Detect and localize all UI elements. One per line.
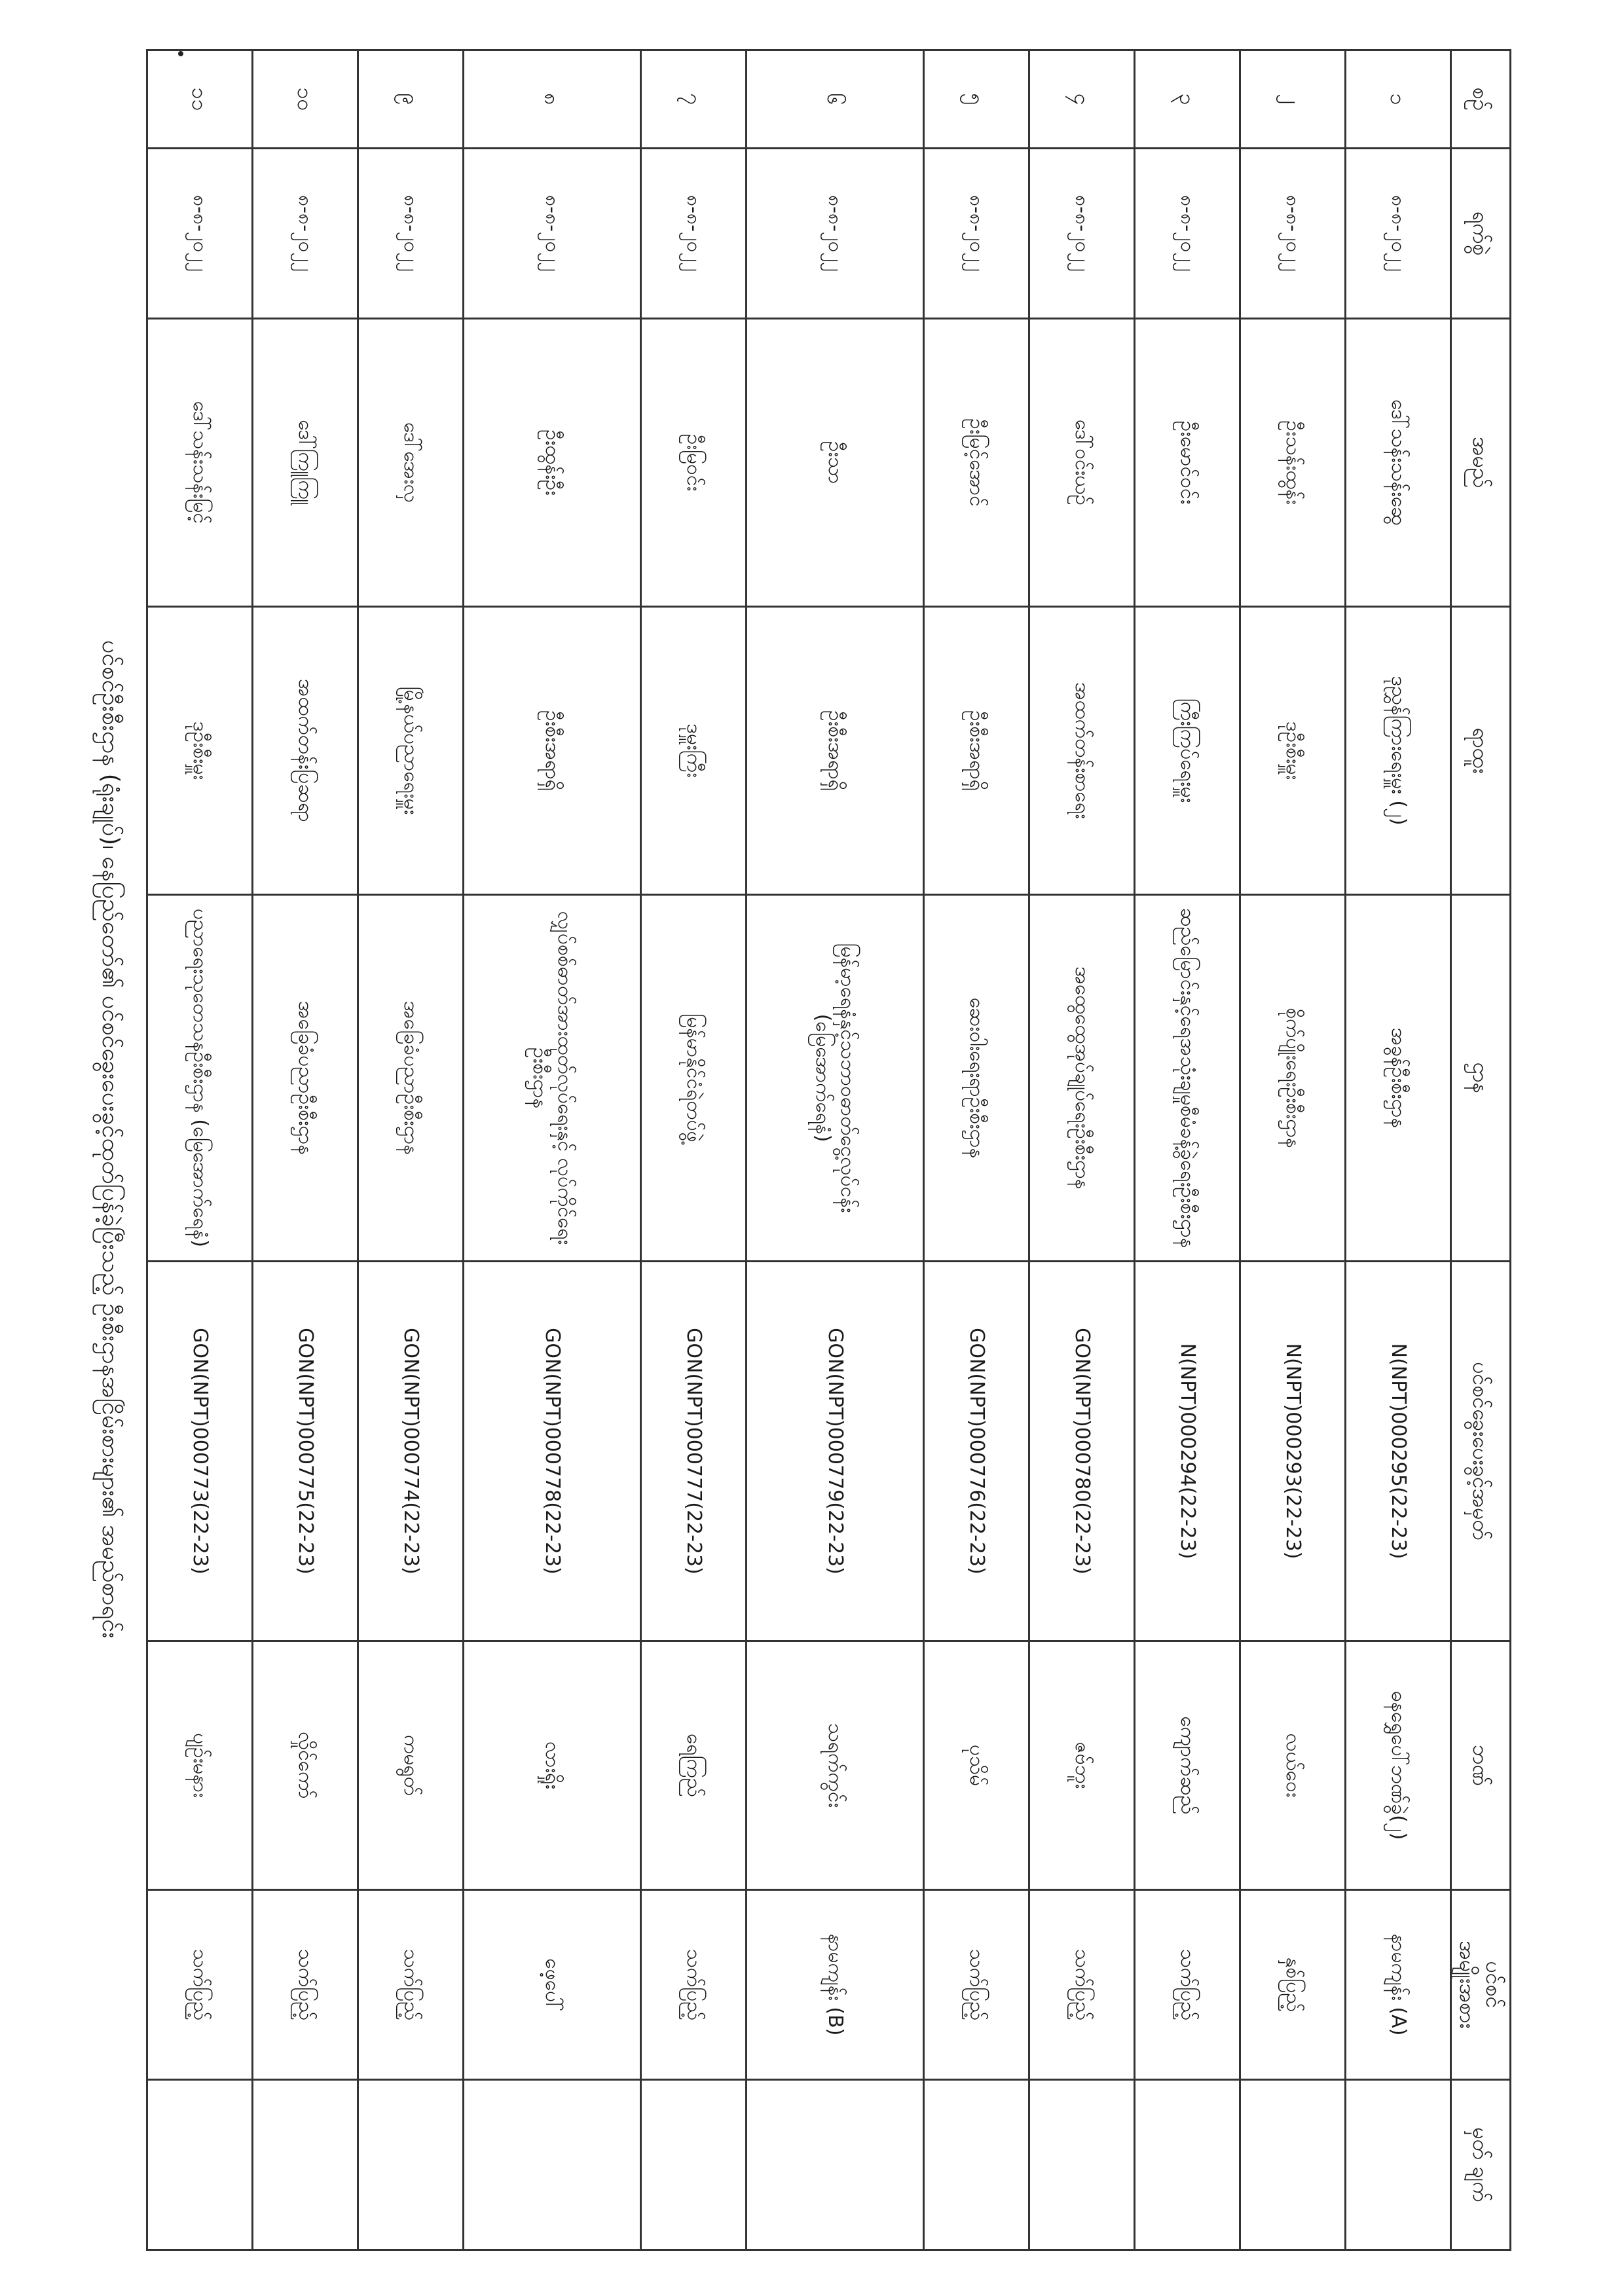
cell-no: ၁၁ — [147, 50, 253, 149]
header-remark: မှတ် ချက် — [1451, 2080, 1511, 2250]
cell-remark — [1029, 2080, 1135, 2250]
cell-remark — [641, 2080, 747, 2250]
cell-no: ၅ — [924, 50, 1029, 149]
cell-remark — [463, 2080, 640, 2250]
cell-no: ၈ — [463, 50, 640, 149]
table-body — [147, 50, 1451, 2250]
cell-pension-type: နှစ်ပြည့် — [1240, 1890, 1346, 2080]
header-department: ဌာန — [1451, 895, 1511, 1262]
cell-name: ဦးထွန်းဦး — [463, 319, 640, 607]
cell-treasury: လယ်ဝေး — [1240, 1641, 1346, 1890]
cell-treasury: လှိုင်ကော် — [253, 1641, 358, 1890]
cell-pension-order-no: GON(NPT)000776(22-23) — [924, 1262, 1029, 1641]
cell-treasury: ပုသိမ် — [924, 1641, 1029, 1890]
header-date: ရက်စွဲ — [1451, 149, 1511, 319]
cell-date: ၈-၈-၂၀၂၂ — [253, 149, 358, 319]
cell-name: ဒေါ်အေးလှ — [358, 319, 463, 607]
cell-date: ၈-၈-၂၀၂၂ — [1135, 149, 1240, 319]
cell-pension-order-no: GON(NPT)000780(22-23) — [1029, 1262, 1135, 1641]
cell-remark — [924, 2080, 1029, 2250]
document-title: ပင်စင်ဦးစီးဌာန (ရုံးချုပ်)၊ နေပြည်တော်၏ ပင်စင်ခွေးပေးခွင့်ထုတ်ပြန်ခဲ့ပြီးသည့် ဦးစီးဌာနအငြိမ်းစားများ၏ အမည်စာရင်း — [97, 640, 124, 1639]
cell-rank: ဦးစီးအရာရှိ — [924, 607, 1029, 895]
cell-treasury: ကျောက်ဆည် — [1135, 1641, 1240, 1890]
cell-pension-order-no: GON(NPT)000774(22-23) — [358, 1262, 463, 1641]
cell-treasury: လားရှိုး — [463, 1641, 640, 1890]
cell-date: ၈-၈-၂၀၂၂ — [147, 149, 253, 319]
cell-no: ၆ — [747, 50, 924, 149]
cell-date: ၈-၈-၂၀၂၂ — [1240, 149, 1346, 319]
cell-no: ၁ — [1346, 50, 1451, 149]
cell-rank: အထက်တန်းပြဆရာ — [253, 607, 358, 895]
cell-no: ၃ — [1135, 50, 1240, 149]
cell-remark — [253, 2080, 358, 2250]
cell-name: ဒေါ်ဝင်းယဉ် — [1029, 319, 1135, 607]
cell-department: ဆည်မြောင်းနှင့်ရေအသုံးချမှုစီမံခန့်ခွဲရေးဦးစီးဌာန — [1135, 895, 1240, 1262]
cell-remark — [1240, 2080, 1346, 2250]
cell-pension-type: သက်ပြည့် — [253, 1890, 358, 2080]
cell-pension-order-no: GON(NPT)000773(22-23) — [147, 1262, 253, 1641]
table-row — [147, 50, 253, 2250]
table-row — [1346, 50, 1451, 2250]
cell-department: မြန်မာ့ရေနံနှင့်သဘာဝဓာတ်ငွေ့လုပ်ငန်း (မြေအောက်ရေနံ) — [747, 895, 924, 1262]
header-rank: ရာထူး — [1451, 607, 1511, 895]
cell-rank: ဒုဦးစီးမှူး — [147, 607, 253, 895]
table-row — [924, 50, 1029, 2250]
cell-rank: ဦးစီးအရာရှိ — [747, 607, 924, 895]
cell-department: အခွန်ဦးစီးဌာန — [1346, 895, 1451, 1262]
cell-rank: အထက်တန်းစာရေး — [1029, 607, 1135, 895]
cell-pension-type: နာမကျန်း (A) — [1346, 1890, 1451, 2080]
cell-remark — [1135, 2080, 1240, 2250]
table-row — [1135, 50, 1240, 2250]
cell-name: ဒေါ်ကြူကြူ — [253, 319, 358, 607]
header-pension-type-line2: အမျိုးအစား — [1455, 1941, 1480, 2029]
cell-rank: မြို့နယ်ပညာရေးမှူး — [358, 607, 463, 895]
cell-pension-type: သက်ပြည့် — [358, 1890, 463, 2080]
header-treasury: ဘဏ် — [1451, 1641, 1511, 1890]
cell-department: စိုက်ပျိုးရေးဦးစီးဌာန — [1240, 895, 1346, 1262]
cell-date: ၈-၈-၂၀၂၂ — [358, 149, 463, 319]
cell-pension-type: သက်ပြည့် — [641, 1890, 747, 2080]
cell-department: လျှပ်စစ်ဓာတ်အားထုတ်လုပ်ရေးနှင့် လုပ်ကိုင်ရေးဦးစီးဌာန — [463, 895, 640, 1262]
cell-treasury: ကမရွတ် — [358, 1641, 463, 1890]
cell-treasury: သရက်ကွင်း — [747, 1641, 924, 1890]
table-row — [747, 50, 924, 2250]
cell-remark — [1346, 2080, 1451, 2250]
cell-pension-order-no: N(NPT)000293(22-23) — [1240, 1262, 1346, 1641]
cell-date: ၈-၈-၂၀၂၂ — [463, 149, 640, 319]
cell-date: ၈-၈-၂၀၂၂ — [747, 149, 924, 319]
cell-treasury: ပျဉ်းမနား — [147, 1641, 253, 1890]
cell-rank: ဦးစီးအရာရှိ — [463, 607, 640, 895]
cell-no: ၁၀ — [253, 50, 358, 149]
cell-no: ၄ — [1029, 50, 1135, 149]
cell-pension-order-no: N(NPT)000295(22-23) — [1346, 1262, 1451, 1641]
cell-rank: ဒုမှူးကြီး — [641, 607, 747, 895]
cell-pension-type: သက်ပြည့် — [147, 1890, 253, 2080]
cell-name: ဦးမောင်ဝင်း — [1135, 319, 1240, 607]
cell-date: ၈-၈-၂၀၂၂ — [924, 149, 1029, 319]
cell-remark — [358, 2080, 463, 2250]
table-header-row — [1451, 50, 1511, 2250]
cell-no: ၇ — [641, 50, 747, 149]
pension-table — [146, 49, 1511, 2251]
cell-pension-type: သက်ပြည့် — [924, 1890, 1029, 2080]
cell-department: ပညာရေးသုတေသနဦးစီးဌာန (မြေအောက်ရေနံ) — [147, 895, 253, 1262]
cell-pension-order-no: GON(NPT)000775(22-23) — [253, 1262, 358, 1641]
header-pension-type — [1451, 1890, 1511, 2080]
cell-treasury: ရေကြည် — [641, 1641, 747, 1890]
cell-no: ၉ — [358, 50, 463, 149]
cell-rank: ဒုညွှန်ကြားရေးမှူး (၂) — [1346, 607, 1451, 895]
cell-remark — [147, 2080, 253, 2250]
cell-no: ၂ — [1240, 50, 1346, 149]
header-no: စဉ် — [1451, 50, 1511, 149]
cell-department: အခြေခံပညာဦးစီးဌာန — [358, 895, 463, 1262]
table-row — [1029, 50, 1135, 2250]
cell-name: ဦးသန်းထွန်း — [1240, 319, 1346, 607]
cell-date: ၈-၈-၂၀၂၂ — [1346, 149, 1451, 319]
cell-pension-type: သက်ပြည့် — [1135, 1890, 1240, 2080]
cell-date: ၈-၈-၂၀၂၂ — [641, 149, 747, 319]
header-pension-type-line1: ပင်စင် — [1481, 1961, 1506, 2009]
cell-pension-order-no: GON(NPT)000779(22-23) — [747, 1262, 924, 1641]
cell-department: အထွေထွေအုပ်ချုပ်ရေးဦးစီးဌာန — [1029, 895, 1135, 1262]
cell-name: ဒေါ်သန်းသန်းဆွေ — [1346, 319, 1451, 607]
cell-name: ဒေါ်သန်းသန်းမြင့် — [147, 319, 253, 607]
table-row — [358, 50, 463, 2250]
cell-department: မြန်မာနိုင်ငံရဲတပ်ဖွဲ့ — [641, 895, 747, 1262]
table-row — [1240, 50, 1346, 2250]
table-row — [253, 50, 358, 2250]
cell-treasury: ဇဗ်ဘူး — [1029, 1641, 1135, 1890]
cell-date: ၈-၈-၂၀၂၂ — [1029, 149, 1135, 319]
cell-pension-order-no: GON(NPT)000778(22-23) — [463, 1262, 640, 1641]
cell-name: ဦးမြဝင်း — [641, 319, 747, 607]
header-pension-order-no: ပင်စင်ခွေးပေးခွင့်အမှတ် — [1451, 1262, 1511, 1641]
cell-department: ဆေးဝါးရေးရာဦးစီးဌာန — [924, 895, 1029, 1262]
cell-pension-order-no: GON(NPT)000777(22-23) — [641, 1262, 747, 1641]
cell-pension-type: သက်ပြည့် — [1029, 1890, 1135, 2080]
cell-department: အခြေခံပညာဦးစီးဌာန — [253, 895, 358, 1262]
cell-pension-type: နာမကျန်း (B) — [747, 1890, 924, 2080]
cell-rank: ဒုဦးစီးမှူး — [1240, 607, 1346, 895]
cell-treasury: ဓနရွှေပေါ်ဘဏ်ခွဲ(၂) — [1346, 1641, 1451, 1890]
table-row — [463, 50, 640, 2250]
cell-remark — [747, 2080, 924, 2250]
header-name: အမည် — [1451, 319, 1511, 607]
cell-name: ဦးမြင့်အောင် — [924, 319, 1029, 607]
cell-pension-order-no: N(NPT)000294(22-23) — [1135, 1262, 1240, 1641]
cell-pension-type: ဖေ့ပေါ် — [463, 1890, 640, 2080]
cell-name: ဦးသာ — [747, 319, 924, 607]
table-row — [641, 50, 747, 2250]
cell-rank: ကြီးကြပ်ရေးမှူး — [1135, 607, 1240, 895]
